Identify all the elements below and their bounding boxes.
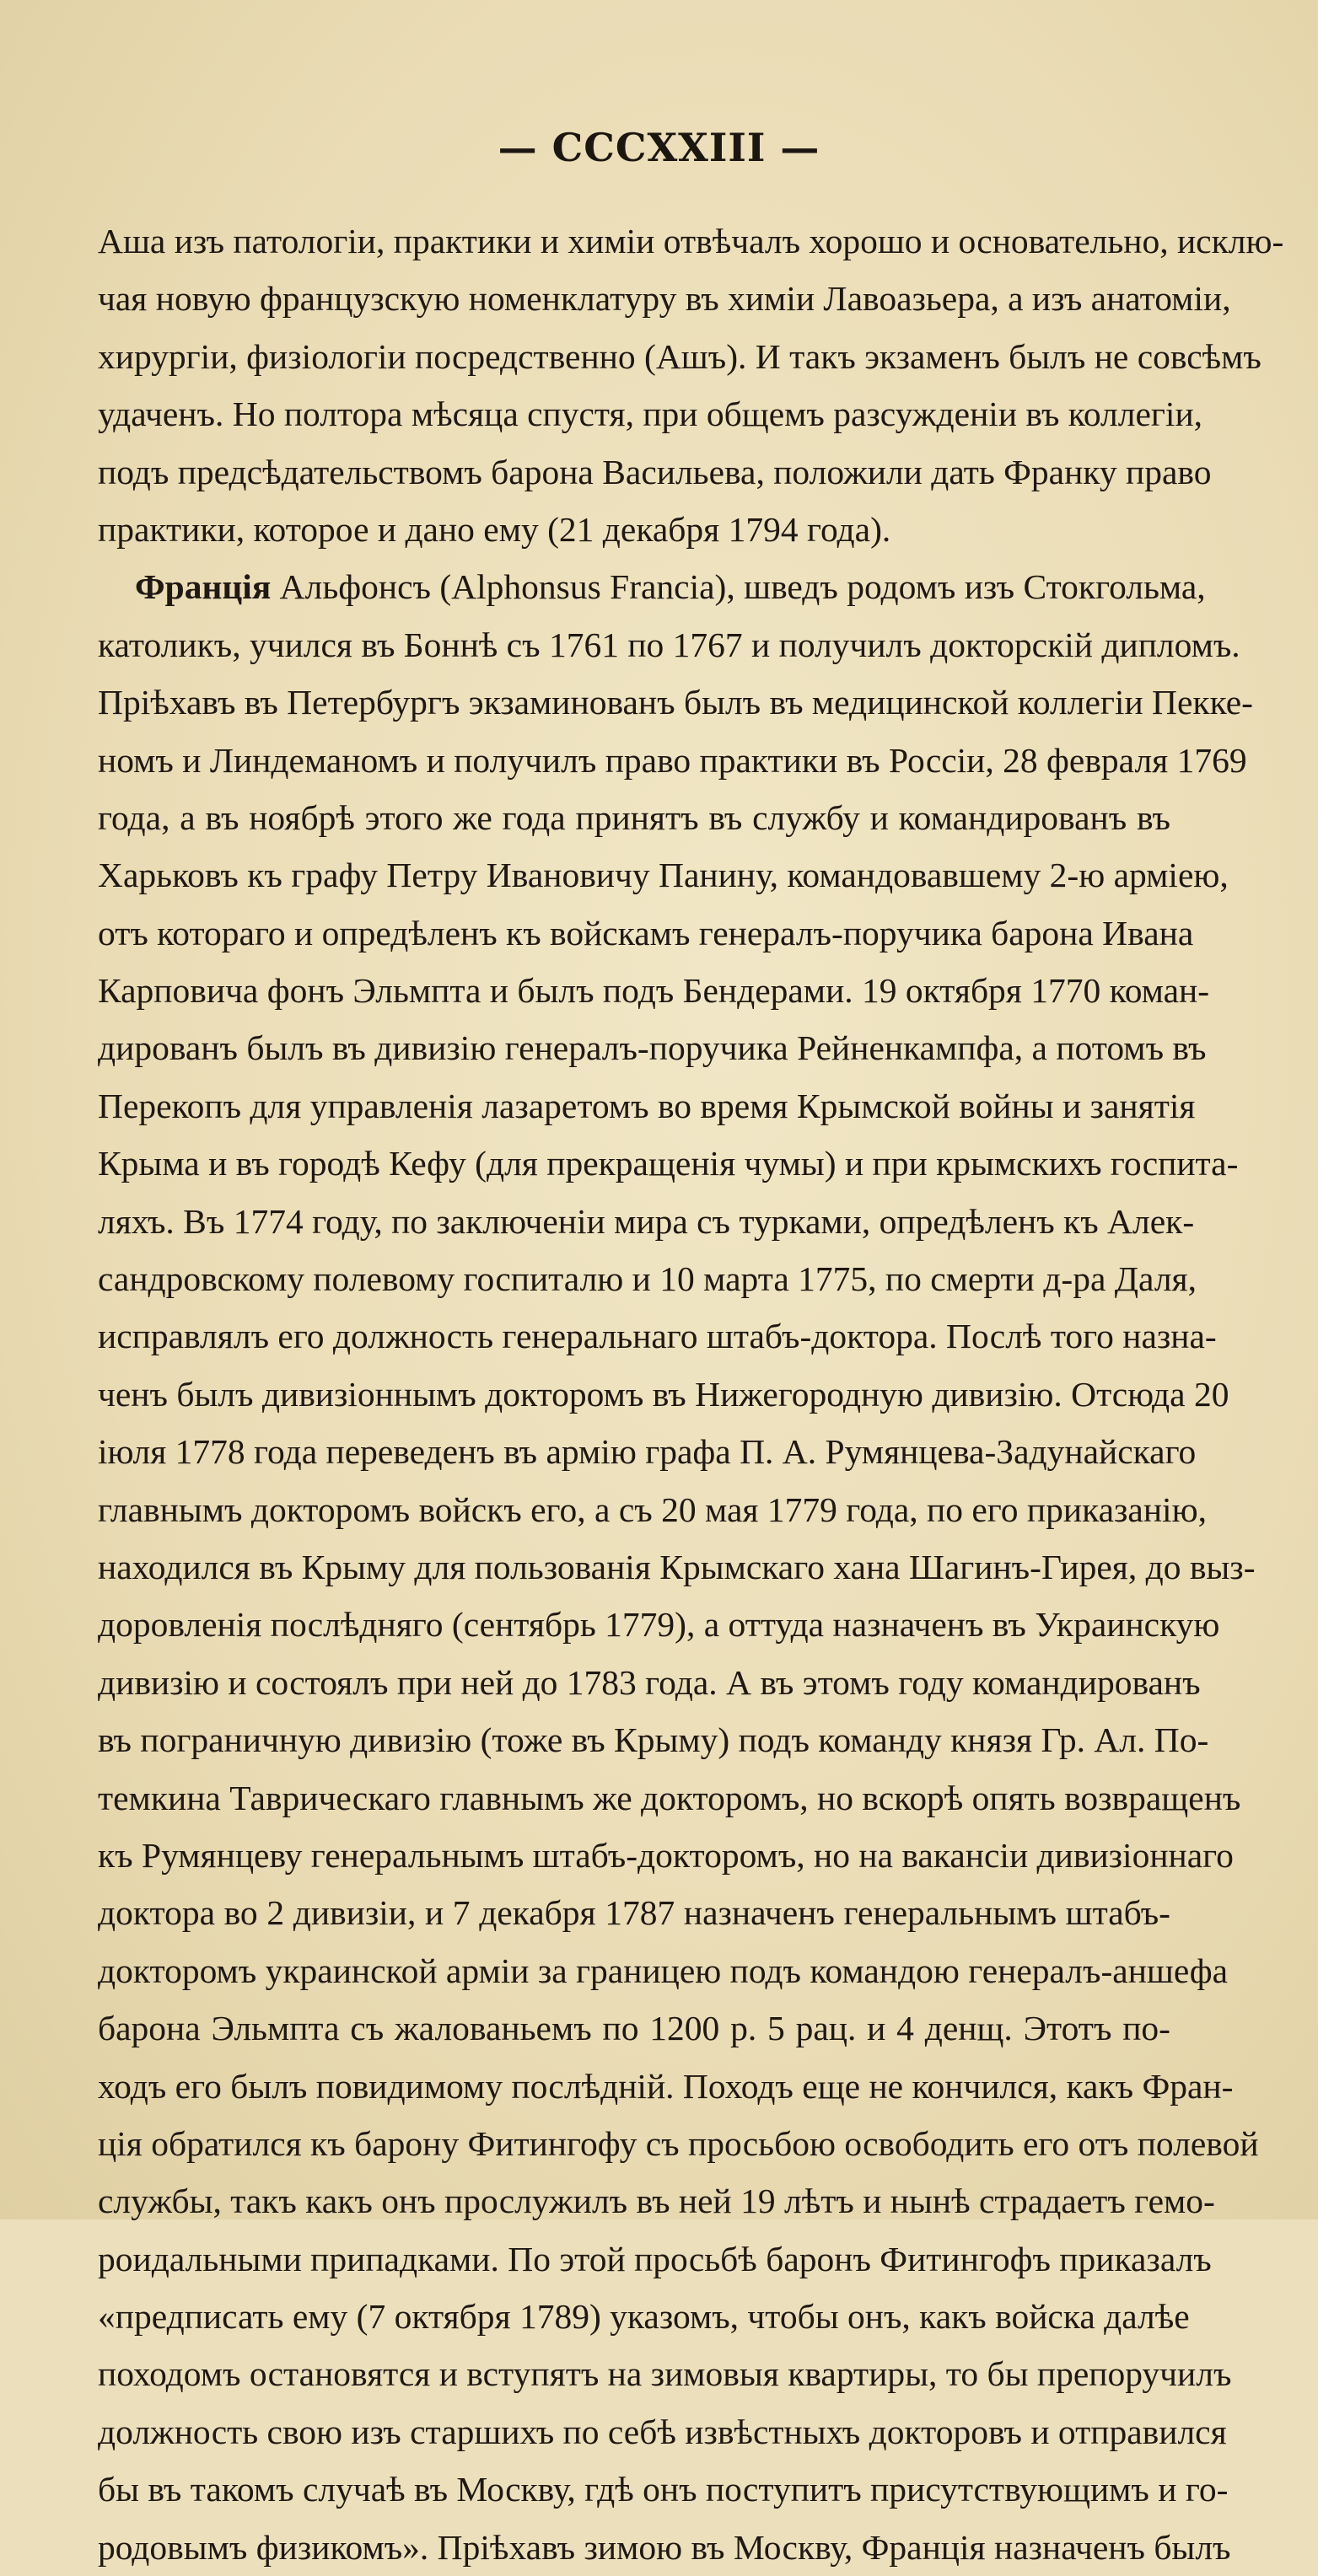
text-line: въ пограничную дивизію (тоже въ Крыму) подъ команду князя Гр. Ал. По-	[98, 1720, 1209, 1760]
text-line: дированъ былъ въ дивизію генералъ-поручика Рейненкампфа, а потомъ въ	[98, 1028, 1207, 1068]
page-number-header: — CCCXXIII —	[498, 125, 820, 170]
text-line: барона Эльмпта съ жалованьемъ по 1200 р. 5 рац. и 4 денщ. Этотъ по-	[98, 2009, 1170, 2048]
text-line: подъ предсѣдательствомъ барона Васильева, положили дать Франку право	[98, 452, 1212, 491]
text-line: сандровскому полевому госпиталю и 10 марта 1775, по смерти д-ра Даля,	[98, 1259, 1197, 1299]
text-line: исправлялъ его должность генеральнаго штабъ-доктора. Послѣ того назна-	[98, 1317, 1217, 1356]
text-line: главнымъ докторомъ войскъ его, а съ 20 мая 1779 года, по его приказанію,	[98, 1489, 1207, 1529]
text-line: къ Румянцеву генеральнымъ штабъ-докторомъ, но на вакансіи дивизіоннаго	[98, 1835, 1234, 1875]
text-line: іюля 1778 года переведенъ въ армію графа П. А. Румянцева-Задунайскаго	[98, 1432, 1197, 1472]
text-line: ція обратился къ барону Фитингофу съ просьбою освободить его отъ полевой	[98, 2123, 1259, 2163]
entry-first-line	[98, 558, 1206, 615]
text-line: Перекопъ для управленія лазаретомъ во время Крымской войны и занятія	[98, 1086, 1196, 1125]
text-line: отъ котораго и опредѣленъ къ войскамъ генералъ-поручика барона Ивана	[98, 913, 1194, 953]
text-line: бы въ такомъ случаѣ въ Москву, гдѣ онъ поступитъ присутствующимъ и го-	[98, 2470, 1229, 2509]
text-line: службы, такъ какъ онъ прослужилъ въ ней 19 лѣтъ и нынѣ страдаетъ гемо-	[98, 2182, 1215, 2221]
text-line: должность свою изъ старшихъ по себѣ извѣстныхъ докторовъ и отправился	[98, 2412, 1227, 2451]
text-line: доктора во 2 дивизіи, и 7 декабря 1787 назначенъ генеральнымъ штабъ-	[98, 1893, 1170, 1933]
text-line: походомъ остановятся и вступятъ на зимовыя квартиры, то бы препоручилъ	[98, 2354, 1232, 2394]
text-line: дивизію и состоялъ при ней до 1783 года. А въ этомъ году командированъ	[98, 1662, 1201, 1702]
text-line: Карповича фонъ Эльмпта и былъ подъ Бендерами. 19 октября 1770 коман-	[98, 971, 1210, 1011]
text-line: Харьковъ къ графу Петру Ивановичу Панину, командовавшему 2-ю арміею,	[98, 856, 1229, 895]
entry-name: Франція	[135, 567, 272, 607]
text-line: Аша изъ патологіи, практики и химіи отвѣчалъ хорошо и основательно, исклю-	[98, 222, 1284, 260]
text-line: года, а въ ноябрѣ этого же года принятъ въ службу и командированъ въ	[98, 797, 1170, 837]
text-line: Пріѣхавъ въ Петербургъ экзаминованъ былъ въ медицинской коллегіи Пекке-	[98, 683, 1253, 722]
text-line: ченъ былъ дивизіоннымъ докторомъ въ Нижегородную дивизію. Отсюда 20	[98, 1374, 1229, 1414]
text-line: хирургіи, физіологіи посредственно (Ашъ). И такъ экзаменъ былъ не совсѣмъ	[98, 336, 1262, 376]
text-line: доровленія послѣдняго (сентябрь 1779), а оттуда назначенъ въ Украинскую	[98, 1605, 1220, 1645]
text-line: номъ и Линдеманомъ и получилъ право практики въ Россіи, 28 февраля 1769	[98, 740, 1247, 780]
text-line: удаченъ. Но полтора мѣсяца спустя, при общемъ разсужденіи въ коллегіи,	[98, 394, 1203, 434]
text-line: находился въ Крыму для пользованія Крымскаго хана Шагинъ-Гирея, до выз-	[98, 1547, 1256, 1586]
text-line: роидальными припадками. По этой просьбѣ баронъ Фитингофъ приказалъ	[98, 2239, 1212, 2278]
text-line: чая новую французскую номенклатуру въ химіи Лавоазьера, а изъ анатоміи,	[98, 279, 1231, 319]
entry-first-line-text: Альфонсъ (Alphonsus Francia), шведъ родомъ изъ Стокгольма,	[279, 567, 1206, 607]
text-line: родовымъ физикомъ». Пріѣхавъ зимою въ Москву, Франція назначенъ былъ	[98, 2527, 1231, 2567]
text-line: темкина Таврическаго главнымъ же докторомъ, но вскорѣ опять возвращенъ	[98, 1778, 1241, 1817]
text-line: Крыма и въ городѣ Кефу (для прекращенія чумы) и при крымскихъ госпита-	[98, 1144, 1239, 1183]
text-line: докторомъ украинской арміи за границею подъ командою генералъ-аншефа	[98, 1951, 1229, 1990]
text-line: ляхъ. Въ 1774 году, по заключеніи мира съ турками, опредѣленъ къ Алек-	[98, 1201, 1195, 1241]
text-line: ходъ его былъ повидимому послѣдній. Походъ еще не кончился, какъ Фран-	[98, 2066, 1234, 2106]
text-line: «предписать ему (7 октября 1789) указомъ, чтобы онъ, какъ войска далѣе	[98, 2297, 1190, 2337]
body-text	[98, 212, 1284, 2576]
text-line: практики, которое и дано ему (21 декабря 1794 года).	[98, 509, 891, 549]
text-line: католикъ, учился въ Боннѣ съ 1761 по 1767 и получилъ докторскій дипломъ.	[98, 625, 1240, 664]
